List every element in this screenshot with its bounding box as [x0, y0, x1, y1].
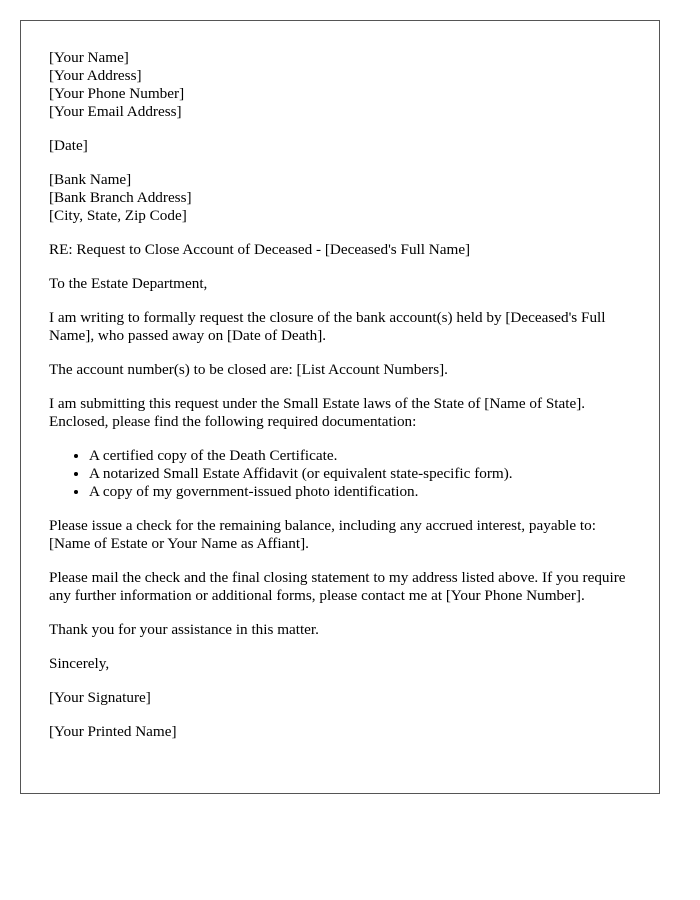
sender-address: [Your Address]	[49, 67, 142, 84]
body-paragraph: I am writing to formally request the closure of the bank account(s) held by [Deceased's Full Name], who passed away on [Date of Death].	[49, 309, 606, 344]
body-paragraph: The account number(s) to be closed are: [List Account Numbers].	[49, 361, 448, 378]
sender-block	[49, 49, 631, 121]
date-block	[49, 137, 631, 155]
body-paragraph: I am submitting this request under the Small Estate laws of the State of [Name of State]. Enclosed, please find the following required documentation:	[49, 395, 586, 430]
salutation: To the Estate Department,	[49, 275, 208, 292]
recipient-bank-name: [Bank Name]	[49, 171, 132, 188]
body-paragraph: Thank you for your assistance in this matter.	[49, 621, 319, 638]
list-item: • A certified copy of the Death Certificate.	[89, 447, 631, 465]
signature-placeholder: [Your Signature]	[49, 689, 151, 706]
signoff: Sincerely,	[49, 655, 110, 672]
subject-line: RE: Request to Close Account of Deceased - [Deceased's Full Name]	[49, 241, 471, 258]
printed-name: [Your Printed Name]	[49, 723, 177, 740]
enclosure-list	[49, 447, 631, 501]
letter-document	[20, 20, 660, 794]
letter-date: [Date]	[49, 137, 88, 154]
sender-email: [Your Email Address]	[49, 103, 182, 120]
sender-name: [Your Name]	[49, 49, 129, 66]
recipient-block	[49, 171, 631, 225]
recipient-city-state-zip: [City, State, Zip Code]	[49, 207, 187, 224]
list-item: • A copy of my government-issued photo identification.	[89, 483, 631, 501]
sender-phone: [Your Phone Number]	[49, 85, 185, 102]
recipient-branch-address: [Bank Branch Address]	[49, 189, 192, 206]
list-item: • A notarized Small Estate Affidavit (or equivalent state-specific form).	[89, 465, 631, 483]
body-paragraph: Please issue a check for the remaining balance, including any accrued interest, payable to: [Name of Estate or Your Name as Affiant].	[49, 517, 596, 552]
body-paragraph: Please mail the check and the final closing statement to my address listed above. If you require any further information or additional forms, please contact me at [Your Phone Number].	[49, 569, 626, 604]
